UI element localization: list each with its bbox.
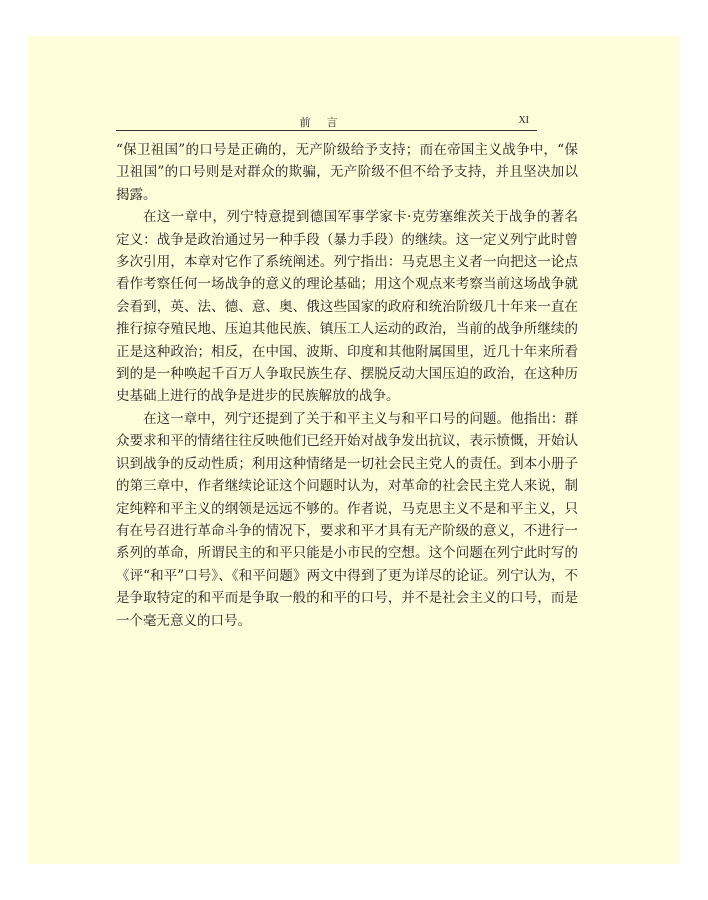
paragraph-continuation: “保卫祖国”的口号是正确的，无产阶级给予支持；而在帝国主义战争中，“保卫祖国”的口号则是对群众的欺骗，无产阶级不但不给予支持，并且坚决加以揭露。 bbox=[116, 142, 578, 203]
paragraph-clausewitz-definition: 在这一章中，列宁特意提到德国军事学家卡·克劳塞维茨关于战争的著名定义：战争是政治通过另一种手段（暴力手段）的继续。这一定义列宁此时曾多次引用，本章对它作了系统阐述。列宁指出：马克思主义者一向把这一论点看作考察任何一场战争的意义的理论基础；用这个观点来考察当前这场战争就会看到，英、法、德、意、奥、俄这些国家的政府和统治阶级几十年来一直在推行掠夺殖民地、压迫其他民族、镇压工人运动的政治，当前的战争所继续的正是这种政治；相反，在中国、波斯、印度和其他附属国里，近几十年来所看到的是一种唤起千百万人争取民族生存、摆脱反动大国压迫的政治，在这种历史基础上进行的战争是进步的民族解放的战争。 bbox=[116, 209, 578, 405]
running-header bbox=[116, 112, 537, 131]
paragraph-pacifism-peace-slogan: 在这一章中，列宁还提到了关于和平主义与和平口号的问题。他指出：群众要求和平的情绪往往反映他们已经开始对战争发出抗议，表示愤慨，开始认识到战争的反动性质；利用这种情绪是一切社会民主党人的责任。到本小册子的第三章中，作者继续论证这个问题时认为，对革命的社会民主党人来说，制定纯粹和平主义的纲领是远远不够的。作者说，马克思主义不是和平主义，只有在号召进行革命斗争的情况下，要求和平才具有无产阶级的意义，不进行一系列的革命，所谓民主的和平只能是小市民的空想。这个问题在列宁此时写的《评“和平”口号》、《和平问题》两文中得到了更为详尽的论证。列宁认为，不是争取特定的和平而是争取一般的和平的口号，并不是社会主义的口号，而是一个毫无意义的口号。 bbox=[116, 410, 578, 629]
body-text bbox=[116, 139, 578, 632]
page-number: XI bbox=[518, 115, 529, 126]
running-header-title: 前言 bbox=[299, 116, 354, 129]
